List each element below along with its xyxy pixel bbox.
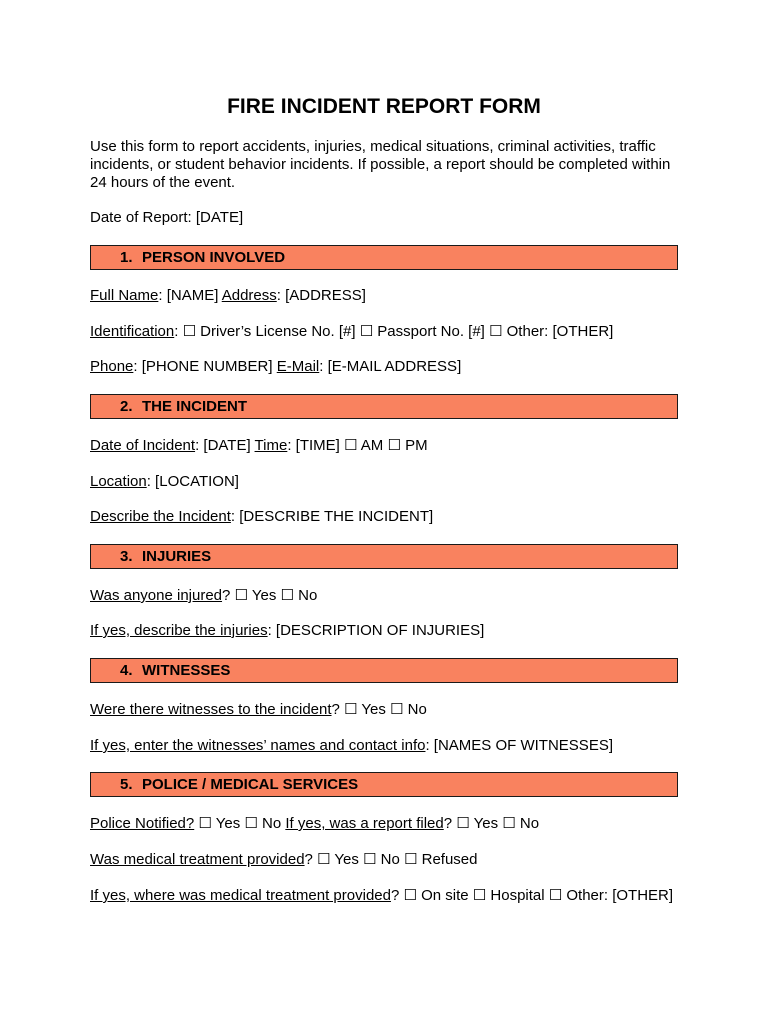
identification-line — [90, 323, 613, 341]
witnesses-present-line — [90, 701, 427, 719]
full-name-address-line — [90, 287, 366, 305]
section-title: POLICE / MEDICAL SERVICES — [142, 776, 359, 793]
section-header-person-involved — [90, 245, 678, 270]
section-title: THE INCIDENT — [142, 398, 247, 415]
anyone-injured-label: Was anyone injured — [90, 587, 223, 604]
anyone-injured-options[interactable]: ? ☐ Yes ☐ No — [222, 587, 318, 604]
phone-label: Phone — [90, 358, 134, 375]
incident-date-time-line — [90, 437, 428, 455]
witness-names-field[interactable]: : [NAMES OF WITNESSES] — [425, 737, 613, 754]
incident-time-field[interactable]: : [TIME] ☐ AM ☐ PM — [287, 437, 428, 454]
treatment-location-line — [90, 887, 673, 905]
section-number: 1. — [120, 249, 133, 266]
location-field[interactable]: : [LOCATION] — [146, 473, 239, 490]
describe-injuries-label: If yes, describe the injuries — [90, 622, 268, 639]
date-of-report: Date of Report: [DATE] — [90, 209, 244, 226]
medical-treatment-options[interactable]: ? ☐ Yes ☐ No ☐ Refused — [304, 851, 478, 868]
full-name-field[interactable]: : [NAME] — [158, 287, 222, 304]
location-line — [90, 473, 239, 491]
intro-paragraph: Use this form to report accidents, injuries, medical situations, criminal activities, traffic incidents, or student behavior incidents. If possible, a report should be completed within 24 hours of the event. — [90, 138, 671, 191]
describe-incident-field[interactable]: : [DESCRIBE THE INCIDENT] — [230, 508, 434, 525]
identification-label: Identification — [90, 323, 175, 340]
witness-names-line — [90, 737, 613, 755]
section-number: 5. — [120, 776, 133, 793]
section-number: 3. — [120, 548, 133, 565]
identification-options[interactable]: : ☐ Driver’s License No. [#] ☐ Passport No. [#] ☐ Other: [OTHER] — [174, 323, 614, 340]
police-notified-label: Police Notified? — [90, 815, 195, 832]
incident-time-label: Time — [254, 437, 288, 454]
section-header-the-incident — [90, 394, 678, 419]
describe-injuries-line — [90, 622, 484, 640]
section-header-witnesses — [90, 658, 678, 683]
section-header-injuries — [90, 544, 678, 569]
phone-field[interactable]: : [PHONE NUMBER] — [133, 358, 277, 375]
address-label: Address — [221, 287, 277, 304]
form-title: FIRE INCIDENT REPORT FORM — [227, 95, 541, 118]
report-filed-label: If yes, was a report filed — [285, 815, 444, 832]
medical-treatment-label: Was medical treatment provided — [90, 851, 305, 868]
describe-injuries-field[interactable]: : [DESCRIPTION OF INJURIES] — [267, 622, 485, 639]
treatment-location-label: If yes, where was medical treatment provided — [90, 887, 391, 904]
medical-treatment-line — [90, 851, 477, 869]
address-field[interactable]: : [ADDRESS] — [276, 287, 366, 304]
section-number: 4. — [120, 662, 133, 679]
report-filed-options[interactable]: ? ☐ Yes ☐ No — [443, 815, 540, 832]
section-title: PERSON INVOLVED — [142, 249, 286, 266]
police-notified-options[interactable]: ☐ Yes ☐ No — [194, 815, 286, 832]
describe-incident-line — [90, 508, 433, 526]
email-label: E-Mail — [276, 358, 320, 375]
email-field[interactable]: : [E-MAIL ADDRESS] — [319, 358, 462, 375]
describe-incident-label: Describe the Incident — [90, 508, 231, 525]
section-number: 2. — [120, 398, 133, 415]
section-title: WITNESSES — [142, 662, 231, 679]
witnesses-present-label: Were there witnesses to the incident — [90, 701, 332, 718]
full-name-label: Full Name — [90, 287, 159, 304]
police-notified-line — [90, 815, 539, 833]
incident-date-label: Date of Incident — [90, 437, 196, 454]
section-header-police-medical — [90, 772, 678, 797]
phone-email-line — [90, 358, 461, 376]
incident-date-field[interactable]: : [DATE] — [195, 437, 255, 454]
section-title: INJURIES — [142, 548, 212, 565]
witness-names-label: If yes, enter the witnesses’ names and contact info — [90, 737, 426, 754]
location-label: Location — [90, 473, 147, 490]
witnesses-present-options[interactable]: ? ☐ Yes ☐ No — [331, 701, 427, 718]
treatment-location-options[interactable]: ? ☐ On site ☐ Hospital ☐ Other: [OTHER] — [390, 887, 674, 904]
anyone-injured-line — [90, 587, 317, 605]
